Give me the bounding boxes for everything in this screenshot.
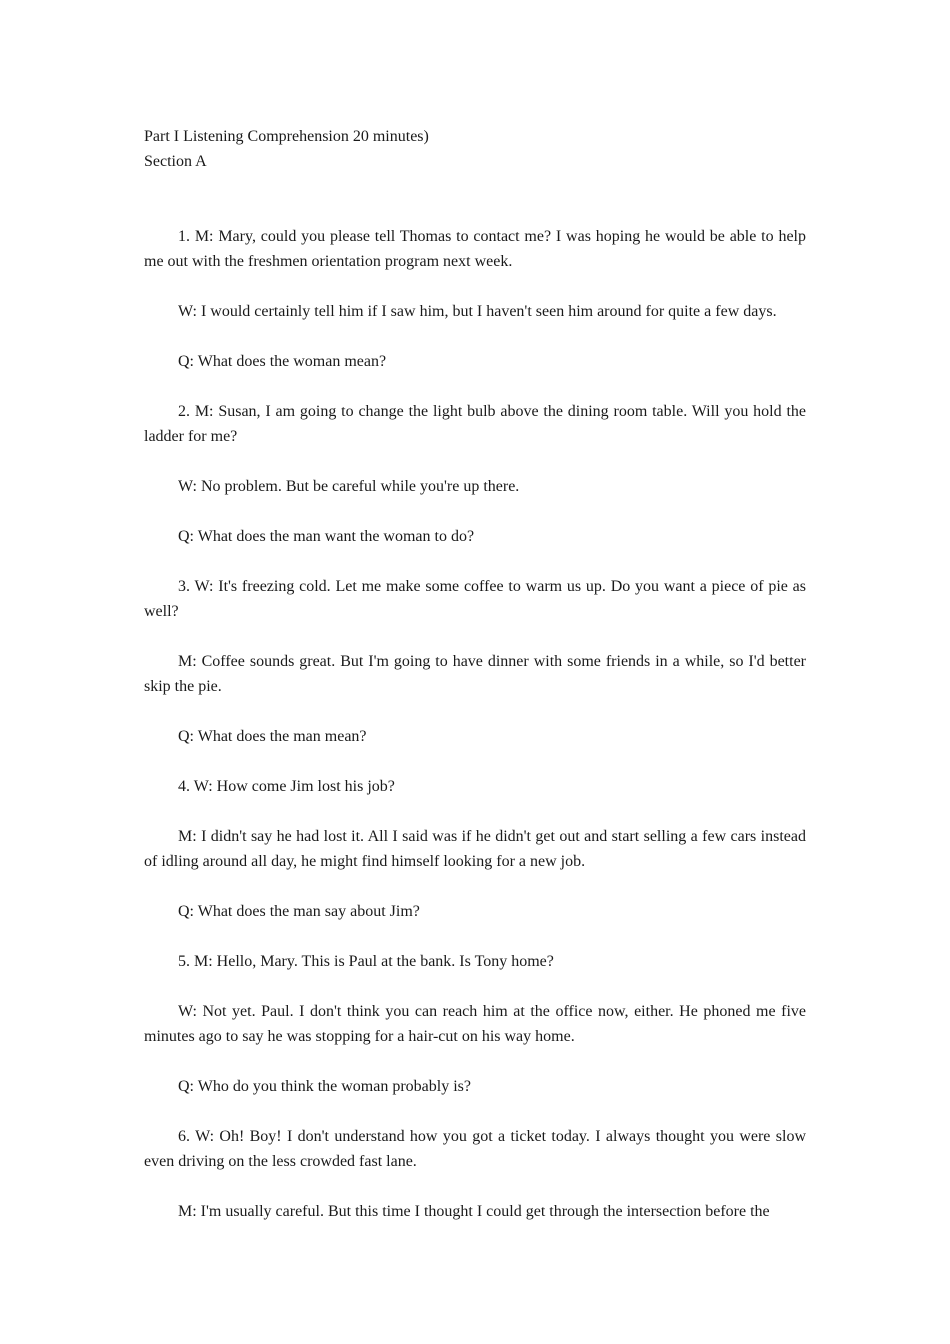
dialogue-line: W: Not yet. Paul. I don't think you can reach him at the office now, either. He phoned me five minutes ago to say he was stopping for a hair-cut on his way home. bbox=[144, 1003, 806, 1045]
question-line: Q: What does the man want the woman to do? bbox=[178, 528, 475, 545]
question-line: Q: What does the woman mean? bbox=[178, 353, 387, 370]
dialogue-line: 4. W: How come Jim lost his job? bbox=[178, 778, 395, 795]
dialogue-line: 3. W: It's freezing cold. Let me make some coffee to warm us up. Do you want a piece of pie as well? bbox=[144, 578, 806, 620]
section-title: Section A bbox=[144, 153, 207, 170]
dialogue-line: M: I'm usually careful. But this time I thought I could get through the intersection before the bbox=[178, 1203, 770, 1220]
document-page bbox=[144, 124, 806, 1224]
question-line: Q: Who do you think the woman probably is? bbox=[178, 1078, 471, 1095]
dialogue-line: W: I would certainly tell him if I saw him, but I haven't seen him around for quite a few days. bbox=[178, 303, 777, 320]
dialogue-line: M: Coffee sounds great. But I'm going to have dinner with some friends in a while, so I'd better skip the pie. bbox=[144, 653, 806, 695]
dialogue-line: 6. W: Oh! Boy! I don't understand how you got a ticket today. I always thought you were slow even driving on the less crowded fast lane. bbox=[144, 1128, 806, 1170]
dialogue-line: 2. M: Susan, I am going to change the light bulb above the dining room table. Will you hold the ladder for me? bbox=[144, 403, 806, 445]
dialogue-line: 1. M: Mary, could you please tell Thomas to contact me? I was hoping he would be able to help me out with the freshmen orientation program next week. bbox=[144, 228, 806, 270]
question-line: Q: What does the man mean? bbox=[178, 728, 367, 745]
dialogue-line: 5. M: Hello, Mary. This is Paul at the bank. Is Tony home? bbox=[178, 953, 554, 970]
dialogue-line: W: No problem. But be careful while you're up there. bbox=[178, 478, 520, 495]
header-spacer bbox=[144, 174, 806, 224]
part-title: Part I Listening Comprehension 20 minutes) bbox=[144, 128, 429, 145]
dialogue-line: M: I didn't say he had lost it. All I said was if he didn't get out and start selling a few cars instead of idling around all day, he might find himself looking for a new job. bbox=[144, 828, 806, 870]
question-line: Q: What does the man say about Jim? bbox=[178, 903, 420, 920]
